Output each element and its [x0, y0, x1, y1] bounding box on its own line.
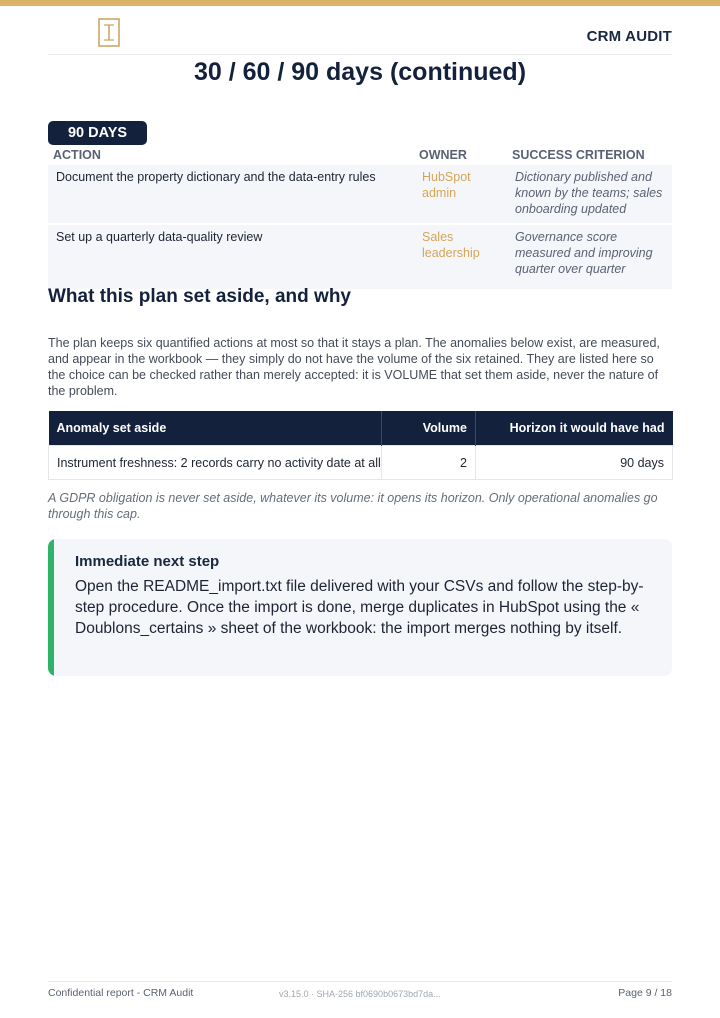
page-header — [48, 6, 672, 55]
table-row — [48, 165, 672, 223]
column-header-criterion: SUCCESS CRITERION — [512, 148, 645, 162]
table-row — [48, 225, 672, 289]
next-step-callout — [48, 539, 672, 676]
page-number: Page 9 / 18 — [618, 987, 672, 999]
owner-cell: HubSpot admin — [414, 165, 507, 223]
footer-confidential: Confidential report - CRM Audit — [48, 987, 194, 999]
callout-accent-bar — [48, 539, 54, 676]
column-header-anomaly: Anomaly set aside — [49, 411, 382, 446]
anomaly-cell: Instrument freshness: 2 records carry no activity date at all — [49, 446, 382, 480]
volume-cell: 2 — [382, 446, 476, 480]
anomaly-table — [48, 411, 673, 480]
column-header-horizon: Horizon it would have had — [476, 411, 673, 446]
page-footer — [48, 981, 672, 1004]
action-plan-table — [48, 145, 672, 289]
column-header-volume: Volume — [382, 411, 476, 446]
criterion-cell: Dictionary published and known by the teams; sales onboarding updated — [507, 165, 672, 223]
horizon-cell: 90 days — [476, 446, 673, 480]
footer-version: v3.15.0 · SHA-256 bf0690b0673bd7da... — [279, 989, 441, 999]
column-header-action: ACTION — [53, 148, 101, 162]
table-row — [49, 446, 673, 480]
report-title: CRM AUDIT — [586, 28, 672, 45]
section-title: What this plan set aside, and why — [48, 286, 351, 307]
gdpr-note: A GDPR obligation is never set aside, whatever its volume: it opens its horizon. Only operational anomalies go through this cap. — [48, 491, 658, 521]
callout-text: Open the README_import.txt file delivered with your CSVs and follow the step-by-step procedure. Once the import is done, merge duplicates in HubSpot using the « Doublons_certains » sheet of the workbook: the import merges nothing by itself. — [75, 578, 644, 637]
brand-logo-icon — [98, 18, 120, 53]
page-title: 30 / 60 / 90 days (continued) — [193, 58, 527, 86]
owner-cell: Sales leadership — [414, 225, 507, 289]
action-cell: Set up a quarterly data-quality review — [48, 225, 414, 289]
explanation-paragraph: The plan keeps six quantified actions at most so that it stays a plan. The anomalies below exist, are measured, and appear in the workbook — they simply do not have the volume of the six retained. They are listed here so the choice can be checked rather than merely accepted: it is VOLUME that set them aside, never the nature of the problem. — [48, 336, 660, 398]
criterion-cell: Governance score measured and improving quarter over quarter — [507, 225, 672, 289]
column-header-owner: OWNER — [419, 148, 467, 162]
action-cell: Document the property dictionary and the data-entry rules — [48, 165, 414, 223]
phase-badge: 90 DAYS — [48, 121, 147, 145]
callout-title: Immediate next step — [75, 553, 220, 570]
